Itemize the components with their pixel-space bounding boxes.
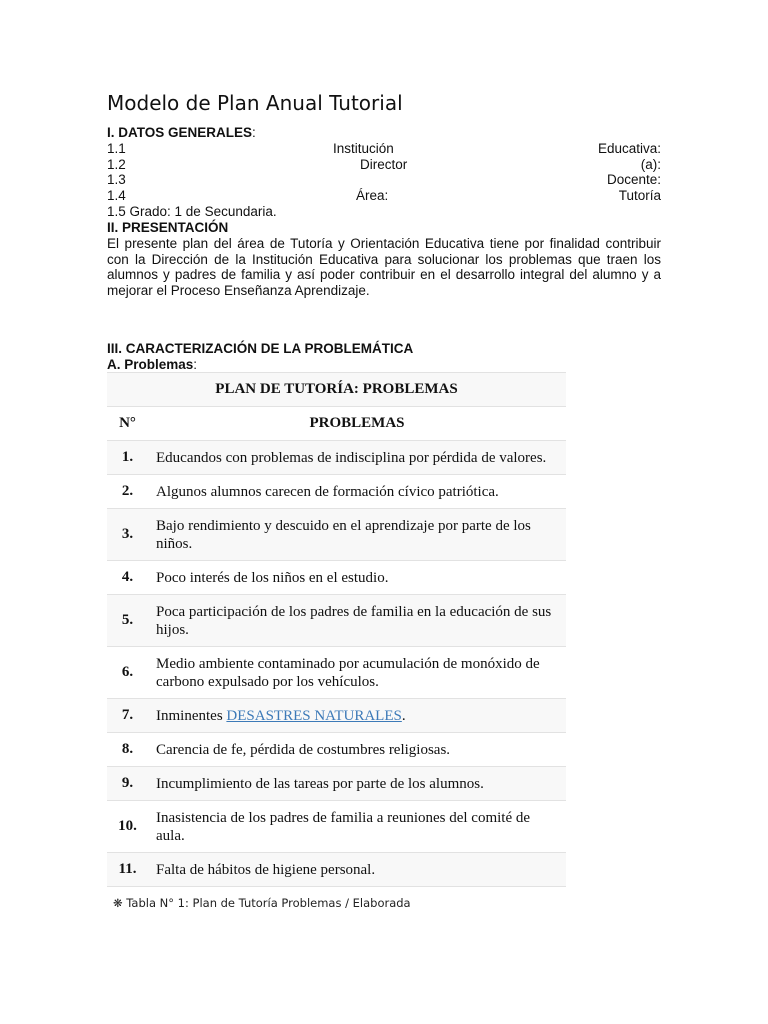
table-row [107,853,566,887]
datos-row-label: Área: [356,188,389,203]
row-number: 2. [107,475,148,509]
table-header-row [107,407,566,441]
datos-row-3 [107,172,661,188]
row-number: 1. [107,441,148,475]
row-problem: Carencia de fe, pérdida de costumbres religiosas. [148,733,566,767]
table-caption: ❋ Tabla N° 1: Plan de Tutoría Problemas / Elaborada [113,896,411,910]
datos-row-value: Educativa: [597,141,661,156]
column-header-number: N° [107,407,148,441]
datos-row-value: Tutoría [618,188,661,203]
table-row [107,441,566,475]
row-problem: Inminentes DESASTRES NATURALES. [148,699,566,733]
row-number: 7. [107,699,148,733]
datos-grade: 1.5 Grado: 1 de Secundaria. [107,204,277,219]
row-number: 11. [107,853,148,887]
row-problem: Educandos con problemas de indisciplina por pérdida de valores. [148,441,566,475]
row-number: 5. [107,595,148,647]
table-row [107,475,566,509]
datos-row-number: 1.2 [107,157,126,172]
row-problem: Poco interés de los niños en el estudio. [148,561,566,595]
presentacion-paragraph: El presente plan del área de Tutoría y Orientación Educativa tiene por finalidad contribuir con la Dirección de la Institución Educativa para solucionar los problemas que traen los alumnos y padres de familia y así poder contribuir en el desarrollo integral del alumno y a mejorar el Proceso Enseñanza Aprendizaje. [107,236,661,298]
row-problem: Incumplimiento de las tareas por parte de los alumnos. [148,767,566,801]
desastres-naturales-link[interactable]: DESASTRES NATURALES [226,707,402,724]
section-datos-generales-heading: I. DATOS GENERALES: [107,125,256,140]
datos-row-4 [107,188,661,204]
row-number: 10. [107,801,148,853]
column-header-problems: PROBLEMAS [148,407,566,441]
datos-row-number: 1.3 [107,172,126,187]
section-presentacion-heading: II. PRESENTACIÓN [107,220,229,235]
row-problem: Bajo rendimiento y descuido en el aprendizaje por parte de los niños. [148,509,566,561]
table-row [107,509,566,561]
section-caracterizacion-heading: III. CARACTERIZACIÓN DE LA PROBLEMÁTICA [107,341,414,356]
table-row [107,801,566,853]
document-title: Modelo de Plan Anual Tutorial [107,91,403,115]
problems-table [107,372,566,887]
datos-row-2 [107,157,661,173]
row-problem: Medio ambiente contaminado por acumulación de monóxido de carbono expulsado por los vehículos. [148,647,566,699]
datos-row-label: Director [360,157,408,172]
row-problem: Inasistencia de los padres de familia a reuniones del comité de aula. [148,801,566,853]
row-number: 4. [107,561,148,595]
datos-row-number: 1.4 [107,188,126,203]
problemas-subheading: A. Problemas: [107,357,198,372]
row-number: 9. [107,767,148,801]
table-title-row [107,373,566,407]
row-number: 3. [107,509,148,561]
datos-row-1 [107,141,661,157]
datos-row-value: Docente: [606,172,661,187]
row-problem: Poca participación de los padres de familia en la educación de sus hijos. [148,595,566,647]
table-row [107,733,566,767]
row-number: 8. [107,733,148,767]
table-row [107,767,566,801]
datos-row-value: (a): [640,157,661,172]
row-problem: Falta de hábitos de higiene personal. [148,853,566,887]
table-row [107,647,566,699]
row-number: 6. [107,647,148,699]
row-problem: Algunos alumnos carecen de formación cívico patriótica. [148,475,566,509]
datos-row-label: Institución [333,141,394,156]
table-row [107,699,566,733]
datos-row-number: 1.1 [107,141,126,156]
table-row [107,561,566,595]
table-row [107,595,566,647]
table-title: PLAN DE TUTORÍA: PROBLEMAS [107,373,566,407]
